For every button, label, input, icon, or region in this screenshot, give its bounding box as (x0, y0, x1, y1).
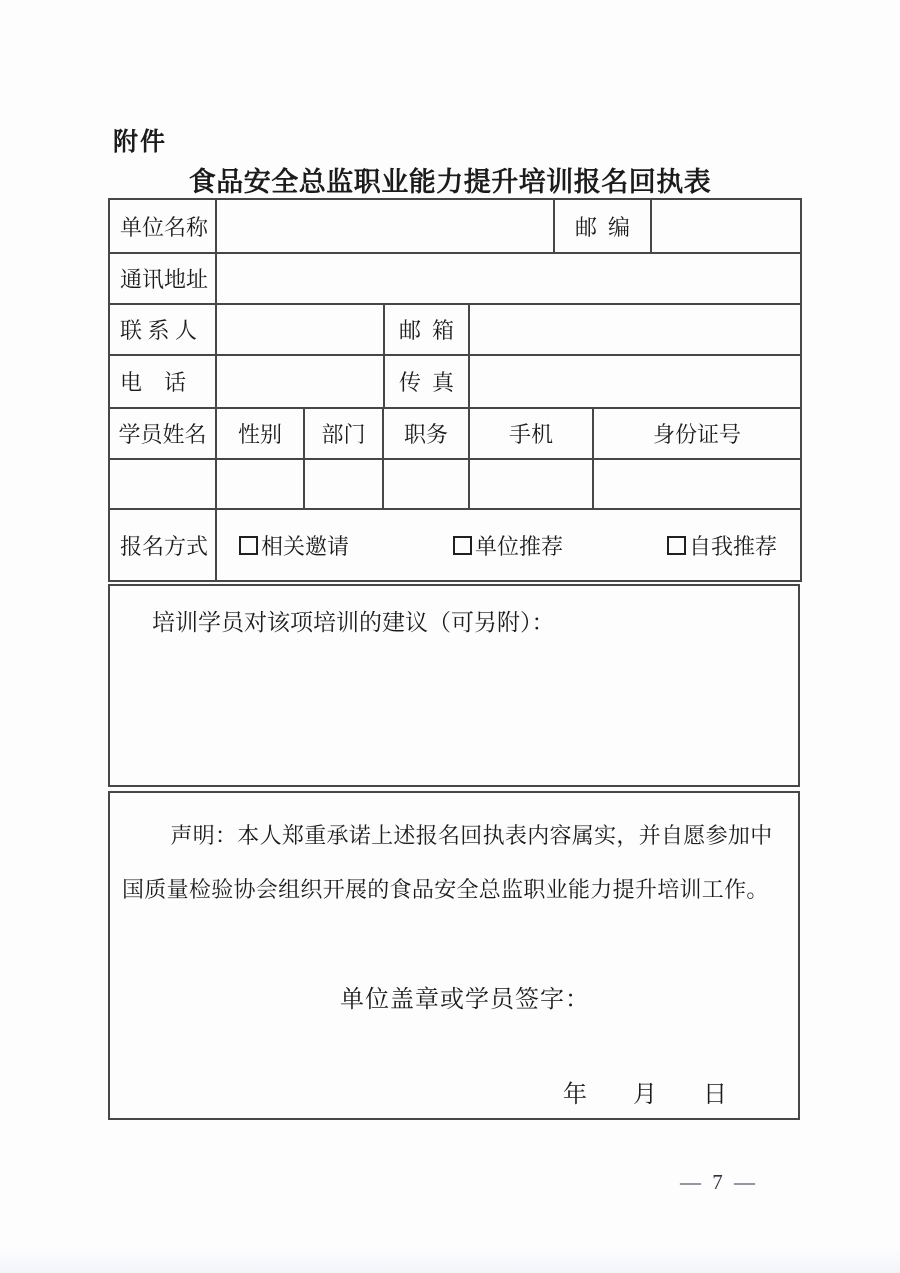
gender-header: 性别 (217, 409, 305, 460)
day-label: 日 (703, 1082, 727, 1108)
registration-method-label: 报名方式 (110, 510, 217, 582)
department-header: 部门 (305, 409, 384, 460)
suggestion-label: 培训学员对该项培训的建议（可另附）： (152, 610, 555, 635)
attachment-label: 附件 (113, 128, 168, 156)
date-line (110, 1074, 798, 1109)
suggestion-box (108, 584, 800, 787)
checkbox-icon (239, 536, 258, 555)
row-phone (110, 356, 802, 409)
email-input-cell (470, 305, 802, 356)
gender-input-cell (217, 460, 305, 510)
row-contact (110, 305, 802, 356)
option-self-recommend-label: 自我推荐 (689, 533, 778, 559)
row-student-headers (110, 409, 802, 460)
postal-code-label: 邮 编 (555, 200, 652, 254)
option-self-recommend (667, 530, 777, 561)
phone-label: 电 话 (110, 356, 217, 409)
fax-input-cell (470, 356, 802, 409)
postal-code-input-cell (652, 200, 802, 254)
contact-label: 联 系 人 (110, 305, 217, 356)
row-address (110, 254, 802, 305)
registration-options-cell (217, 510, 802, 582)
row-registration-method (110, 510, 802, 582)
month-label: 月 (633, 1082, 657, 1108)
year-label: 年 (563, 1082, 587, 1108)
unit-name-input-cell (217, 200, 555, 254)
declaration-box (108, 791, 800, 1120)
option-unit-recommend-label: 单位推荐 (475, 533, 564, 559)
position-input-cell (384, 460, 470, 510)
email-label: 邮 箱 (385, 305, 470, 356)
option-invitation-label: 相关邀请 (261, 533, 350, 559)
declaration-text: 声明：本人郑重承诺上述报名回执表内容属实，并自愿参加中国质量检验协会组织开展的食品安全总监职业能力提升培训工作。 (122, 823, 773, 902)
checkbox-icon (453, 536, 472, 555)
id-number-input-cell (594, 460, 802, 510)
address-input-cell (217, 254, 802, 305)
student-name-header: 学员姓名 (110, 409, 217, 460)
mobile-header: 手机 (470, 409, 594, 460)
contact-input-cell (217, 305, 385, 356)
scan-edge-artifact (0, 1247, 900, 1273)
fax-label: 传 真 (385, 356, 470, 409)
option-unit-recommend (453, 530, 563, 561)
position-header: 职务 (384, 409, 470, 460)
mobile-input-cell (470, 460, 594, 510)
department-input-cell (305, 460, 384, 510)
page-title: 食品安全总监职业能力提升培训报名回执表 (188, 167, 712, 197)
row-student-entry (110, 460, 802, 510)
page-number: — 7 — (680, 1170, 758, 1194)
id-number-header: 身份证号 (594, 409, 802, 460)
student-name-input-cell (110, 460, 217, 510)
option-invitation (239, 530, 349, 561)
signature-label: 单位盖章或学员签字： (340, 987, 590, 1013)
unit-name-label: 单位名称 (110, 200, 217, 254)
row-unit-name (110, 200, 802, 254)
checkbox-icon (667, 536, 686, 555)
registration-form-table (108, 198, 802, 582)
phone-input-cell (217, 356, 385, 409)
address-label: 通讯地址 (110, 254, 217, 305)
